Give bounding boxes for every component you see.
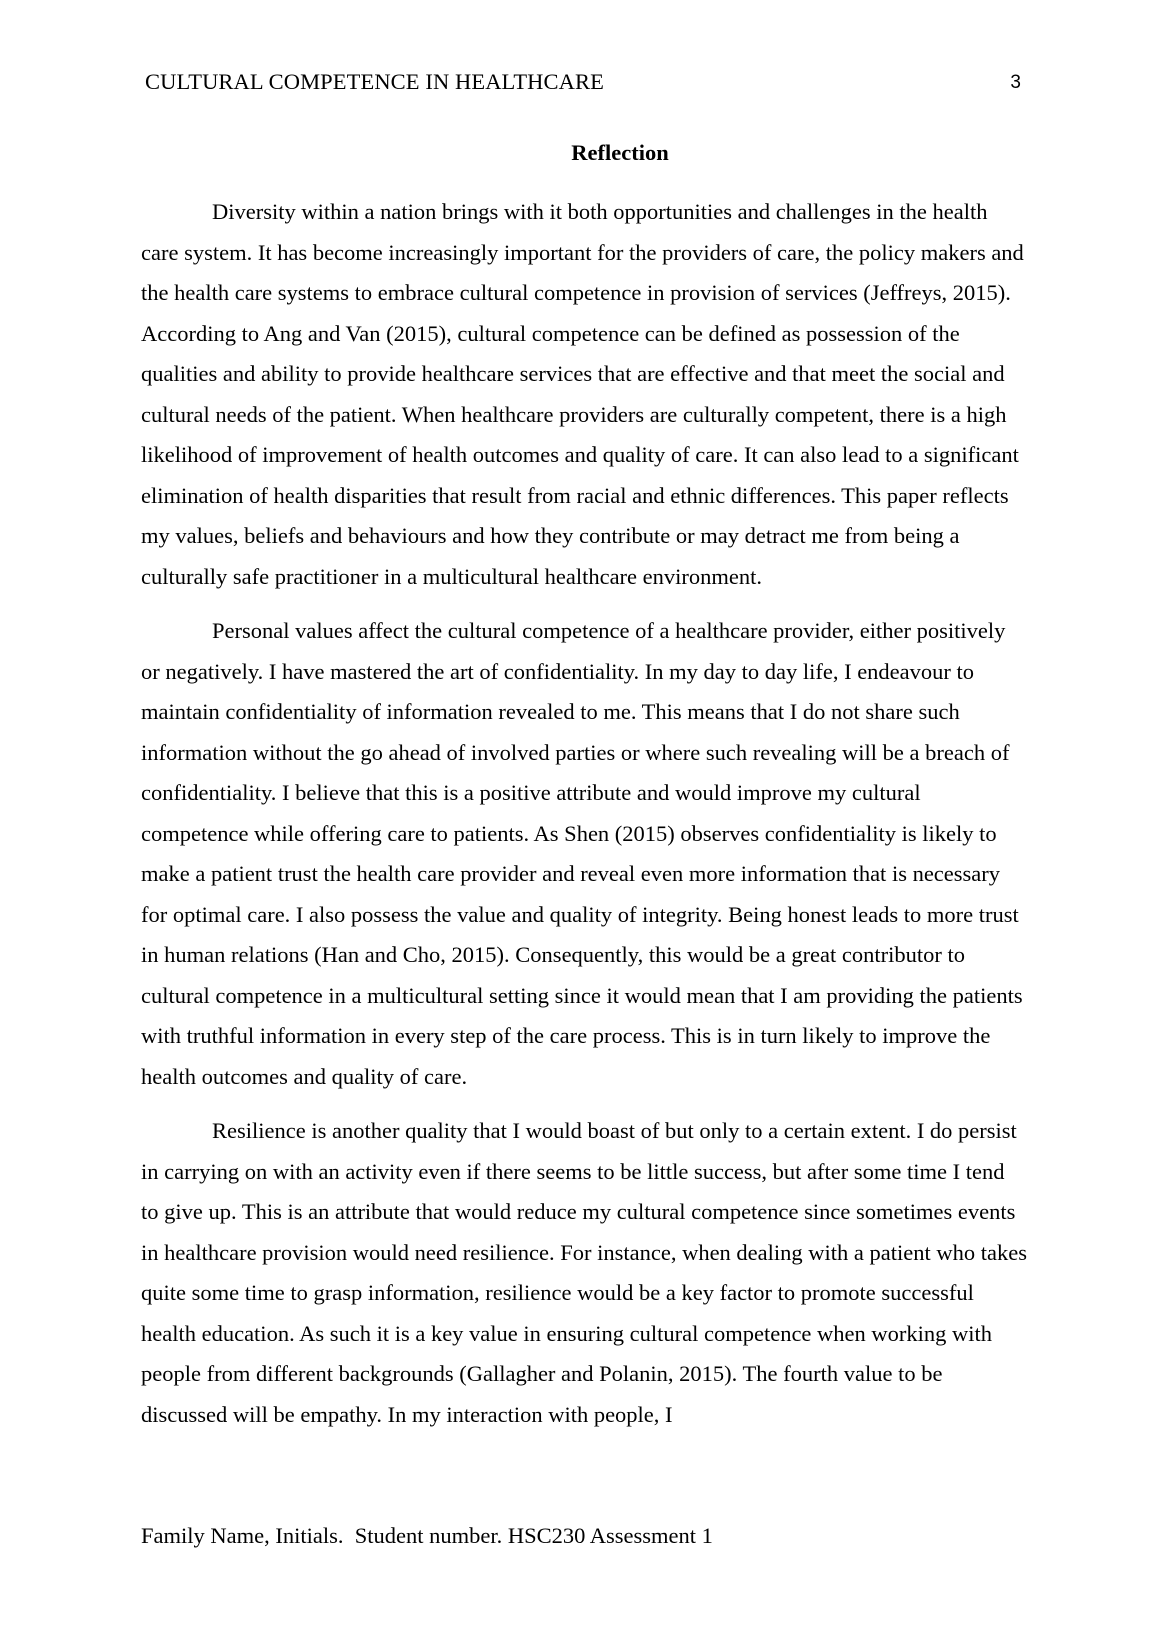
paragraph-personal-values: Personal values affect the cultural competence of a healthcare provider, either positively or negatively. I have mastered the art of confidentiality. In my day to day life, I endeavour to maintain confidentiality of information revealed to me. This means that I do not share such information without the go ahead of involved parties or where such revealing will be a breach of confidentiality. I believe that this is a positive attribute and would improve my cultural competence while offering care to patients. As Shen (2015) observes confidentiality is likely to make a patient trust the health care provider and reveal even more information that is necessary for optimal care. I also possess the value and quality of integrity. Being honest leads to more trust in human relations (Han and Cho, 2015). Consequently, this would be a great contributor to cultural competence in a multicultural setting since it would mean that I am providing the patients with truthful information in every step of the care process. This is in turn likely to improve the health outcomes and quality of care.	[141, 618, 1023, 1089]
page-number: 3	[1010, 72, 1021, 93]
section-title: Reflection	[571, 140, 669, 165]
page-footer: Family Name, Initials. Student number. HSC230 Assessment 1	[141, 1523, 713, 1548]
running-head: CULTURAL COMPETENCE IN HEALTHCARE	[145, 69, 604, 94]
document-body	[141, 192, 1027, 1449]
paragraph-resilience: Resilience is another quality that I would boast of but only to a certain extent. I do persist in carrying on with an activity even if there seems to be little success, but after some time I tend to give up. This is an attribute that would reduce my cultural competence since sometimes events in healthcare provision would need resilience. For instance, when dealing with a patient who takes quite some time to grasp information, resilience would be a key factor to promote successful health education. As such it is a key value in ensuring cultural competence when working with people from different backgrounds (Gallagher and Polanin, 2015). The fourth value to be discussed will be empathy. In my interaction with people, I	[141, 1118, 1027, 1427]
paragraph-diversity: Diversity within a nation brings with it both opportunities and challenges in the health care system. It has become increasingly important for the providers of care, the policy makers and the health care systems to embrace cultural competence in provision of services (Jeffreys, 2015). According to Ang and Van (2015), cultural competence can be defined as possession of the qualities and ability to provide healthcare services that are effective and that meet the social and cultural needs of the patient. When healthcare providers are culturally competent, there is a high likelihood of improvement of health outcomes and quality of care. It can also lead to a significant elimination of health disparities that result from racial and ethnic differences. This paper reflects my values, beliefs and behaviours and how they contribute or may detract me from being a culturally safe practitioner in a multicultural healthcare environment.	[141, 199, 1024, 589]
